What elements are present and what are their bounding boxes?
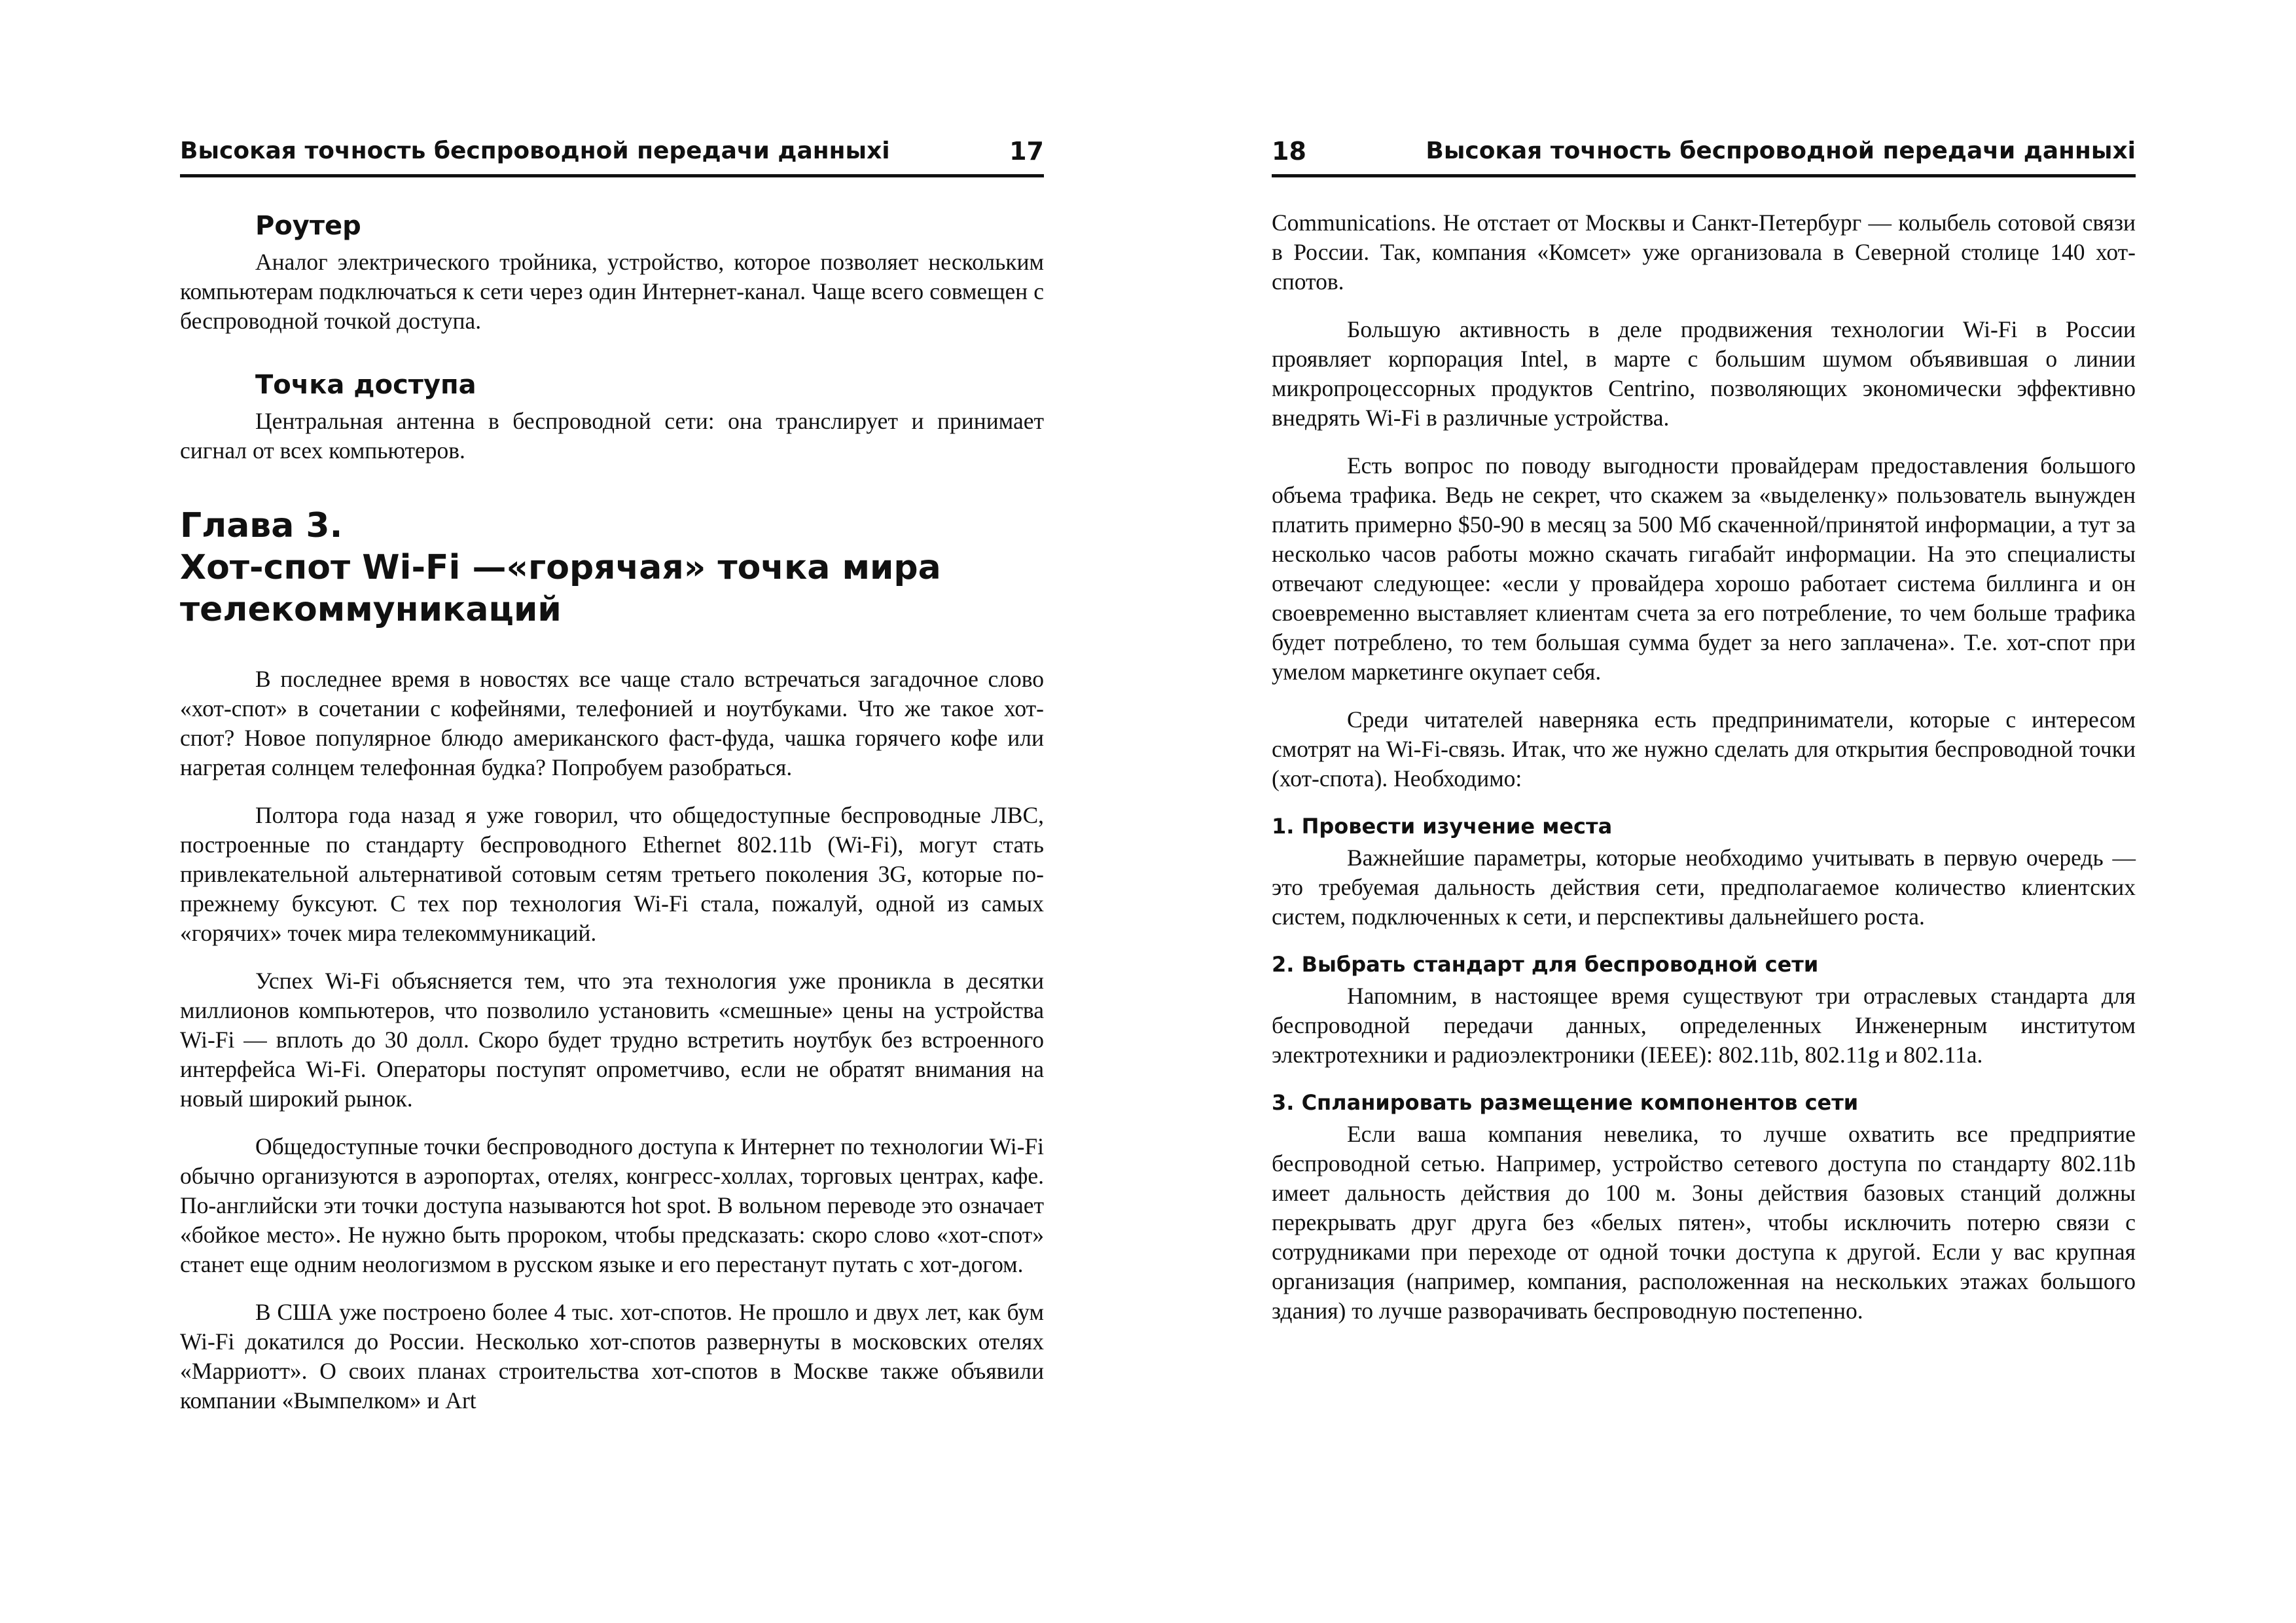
page-number: 18	[1272, 137, 1306, 166]
running-head	[180, 128, 1044, 177]
paragraph: Полтора года назад я уже говорил, что общедоступные беспроводные ЛВС, построенные по стандарту беспроводного Ethernet 802.11b (Wi-Fi), могут стать привлекательной альтернативой сотовым сетям третьего поколения 3G, которые по-прежнему буксуют. С тех пор технология Wi-Fi стала, пожалуй, одной из самых «горячих» точек мира телекоммуникаций.	[180, 802, 1044, 946]
paragraph: Есть вопрос по поводу выгодности провайдерам предоставления большого объема трафика. Ведь не секрет, что скажем за «выделенку» пользователь вынужден платить примерно $50-90 в месяц за 500 Мб скаченной/принятой информации, а тут за несколько часов работы можно скачать гигабайт информации. На это специалисты отвечают следующее: «если у провайдера хорошо работает система биллинга и он своевременно выставляет клиентам счета за его потребление, то чем больше трафика будет потреблено, то тем большая сумма будет за него заплачена». Т.е. хот-спот при умелом маркетинге окупает себя.	[1272, 452, 2136, 685]
access-point-definition: Центральная антенна в беспроводной сети: она транслирует и принимает сигнал от всех компьютеров.	[180, 408, 1044, 464]
running-head-title: Высокая точность беспроводной передачи данныхі	[180, 137, 890, 164]
chapter-title	[180, 505, 1044, 630]
running-head	[1272, 128, 2136, 177]
chapter-title-line: телекоммуникаций	[180, 590, 562, 629]
paragraph: Communications. Не отстает от Москвы и Санкт-Петербург — колыбель сотовой связи в России. Так, компания «Комсет» уже организовала в Северной столице 140 хот-спотов.	[1272, 210, 2136, 295]
page-number: 17	[1009, 137, 1044, 166]
chapter-number: Глава 3.	[180, 506, 343, 545]
paragraph: Большую активность в деле продвижения технологии Wi-Fi в России проявляет корпорация Intel, в марте с большим шумом объявившая о линии микропроцессорных продуктов Centrino, позволяющих экономически эффективно внедрять Wi-Fi в различные устройства.	[1272, 316, 2136, 431]
router-heading: Роутер	[255, 211, 361, 241]
step-heading: 1. Провести изучение места	[1272, 814, 1613, 839]
step-text: Если ваша компания невелика, то лучше охватить все предприятие беспроводной сетью. Например, устройство сетевого доступа по стандарту 802.11b имеет дальность действия до 100 м. Зоны действия базовых станций должны перекрывать друг друга без «белых пятен», чтобы исключить потерю связи с сотрудниками при переходе от одной точки доступа к другой. Если у вас крупная организация (например, компания, расположенная на нескольких этажах большого здания) то лучше разворачивать беспроводную постепенно.	[1272, 1121, 2136, 1324]
router-definition: Аналог электрического тройника, устройство, которое позволяет нескольким компьютерам подключаться к сети через один Интернет-канал. Чаще всего совмещен с беспроводной точкой доступа.	[180, 249, 1044, 334]
right-page-body	[1272, 208, 2136, 1344]
step-text: Напомним, в настоящее время существуют три отраслевых стандарта для беспроводной передачи данных, определенных Инженерным институтом электротехники и радиоэлектроники (IEEE): 802.11b, 802.11g и 802.11a.	[1272, 983, 2136, 1068]
left-page-body	[180, 208, 1044, 1434]
access-point-heading: Точка доступа	[255, 370, 476, 400]
paragraph: Общедоступные точки беспроводного доступа к Интернет по технологии Wi-Fi обычно организуются в аэропортах, отелях, конгресс-холлах, торговых центрах, кафе. По-английски эти точки доступа называются hot spot. В вольном переводе это означает «бойкое место». Не нужно быть пророком, чтобы предсказать: скоро слово «хот-спот» станет еще одним неологизмом в русском языке и его перестанут путать с хот-догом.	[180, 1133, 1044, 1277]
paragraph: В последнее время в новостях все чаще стало встречаться загадочное слово «хот-спот» в сочетании с кофейнями, телефонией и ноутбуками. Что же такое хот-спот? Новое популярное блюдо американского фаст-фуда, чашка горячего кофе или нагретая солнцем телефонная будка? Попробуем разобраться.	[180, 666, 1044, 780]
step-heading: 3. Спланировать размещение компонентов сети	[1272, 1090, 1859, 1115]
paragraph: Среди читателей наверняка есть предприниматели, которые с интересом смотрят на Wi-Fi-связь. Итак, что же нужно сделать для открытия беспроводной точки (хот-спота). Необходимо:	[1272, 706, 2136, 792]
step-heading: 2. Выбрать стандарт для беспроводной сети	[1272, 952, 1819, 977]
running-head-title: Высокая точность беспроводной передачи данныхі	[1426, 137, 2136, 164]
paragraph: Успех Wi-Fi объясняется тем, что эта технология уже проникла в десятки миллионов компьютеров, что позволило установить «смешные» цены на устройства Wi-Fi — вплоть до 30 долл. Скоро будет трудно встретить ноутбук без встроенного интерфейса Wi-Fi. Операторы поступят опрометчиво, если не обратят внимания на новый широкий рынок.	[180, 968, 1044, 1112]
chapter-title-line: Хот-спот Wi-Fi —«горячая» точка мира	[180, 548, 941, 587]
paragraph: В США уже построено более 4 тыс. хот-спотов. Не прошло и двух лет, как бум Wi-Fi докатился до России. Несколько хот-спотов развернуты в московских отелях «Марриотт». О своих планах строительства хот-спотов в Москве также объявили компании «Вымпелком» и Art	[180, 1299, 1044, 1413]
step-text: Важнейшие параметры, которые необходимо учитывать в первую очередь — это требуемая дальность действия сети, предполагаемое количество клиентских систем, подключенных к сети, и перспективы дальнейшего роста.	[1272, 845, 2136, 930]
